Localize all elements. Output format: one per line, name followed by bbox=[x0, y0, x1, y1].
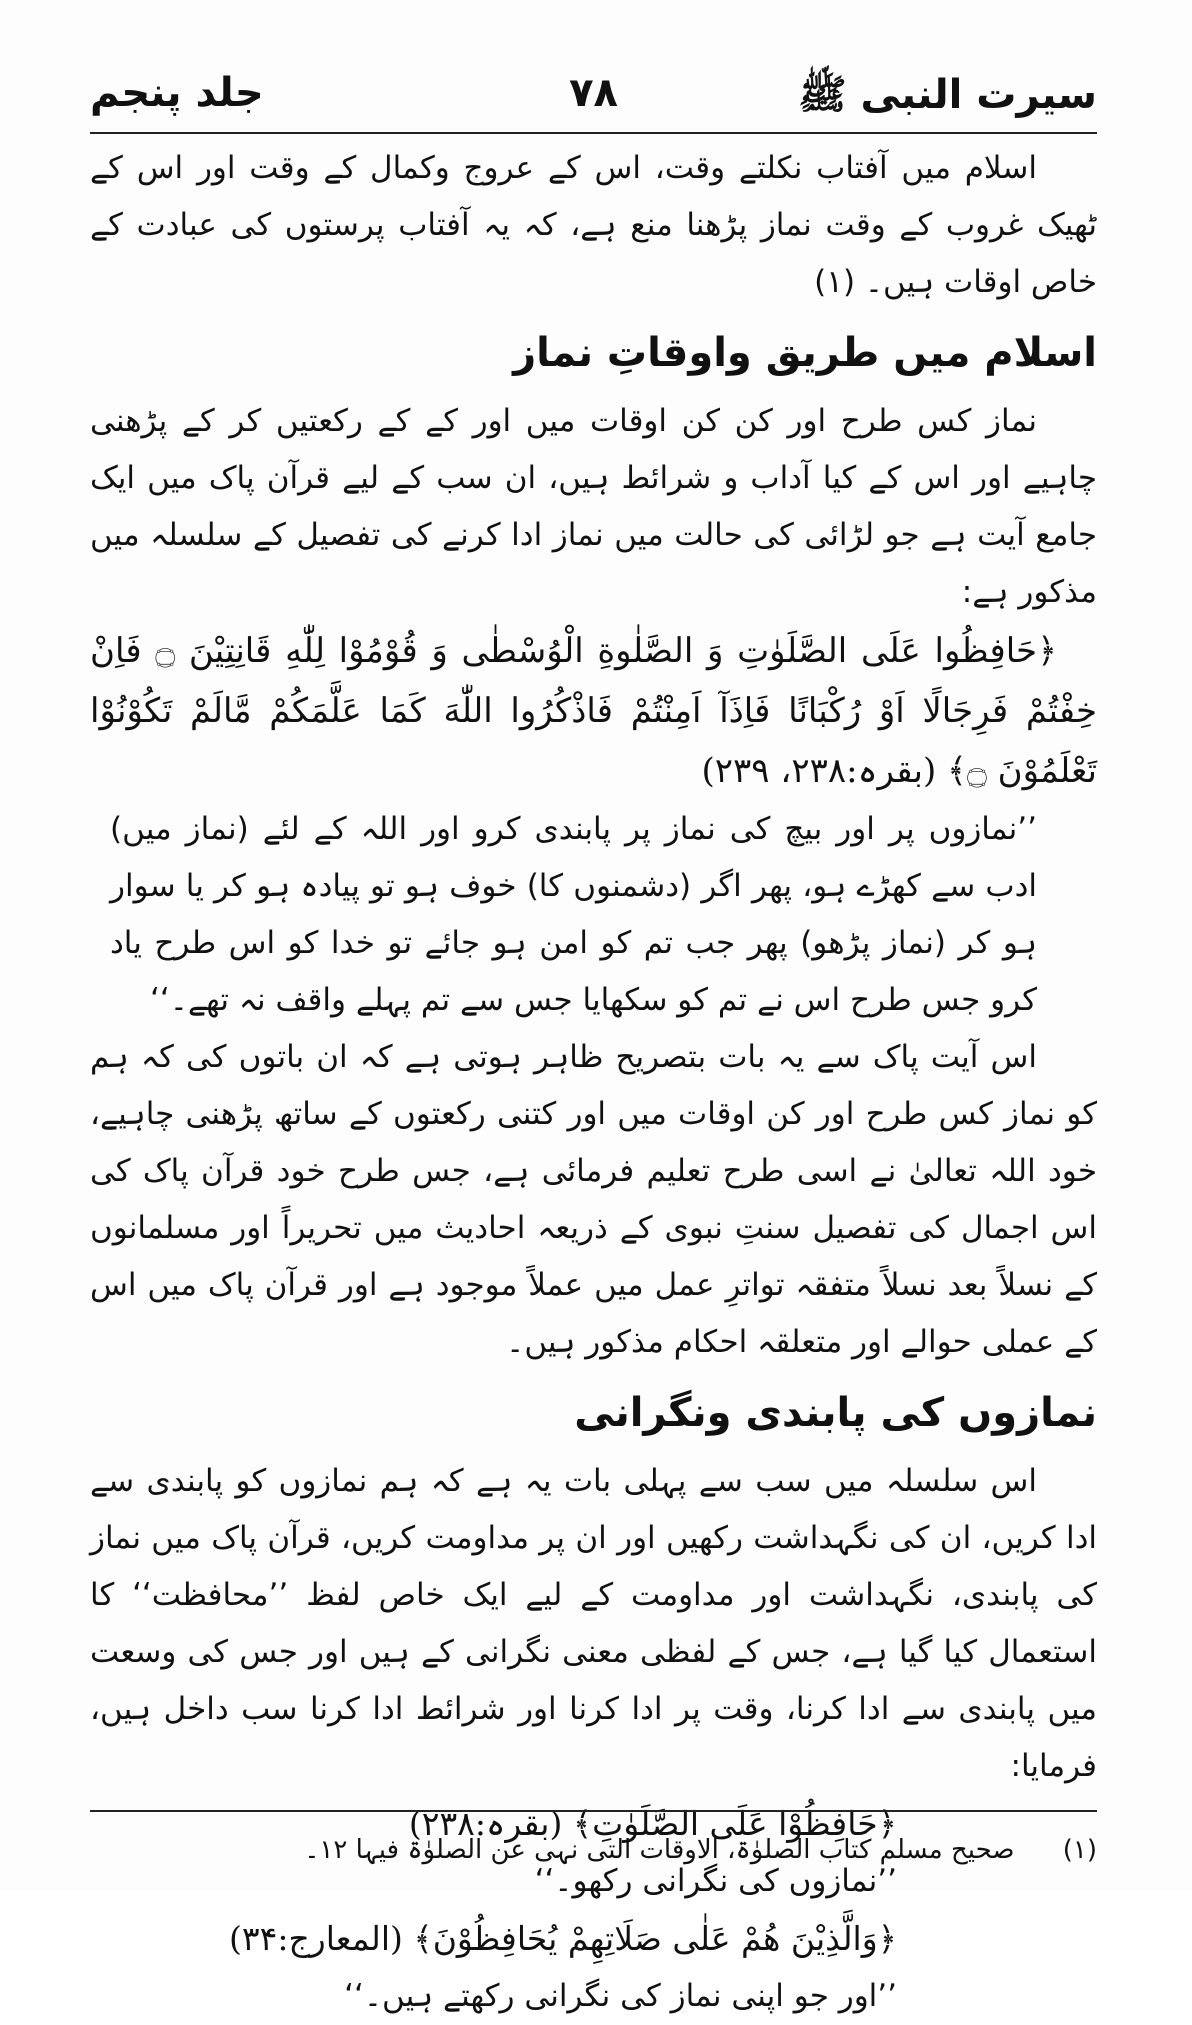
header-rule bbox=[90, 132, 1097, 134]
translation-3: ’’اور جو اپنی نماز کی نگرانی رکھتے ہیں۔‘‘ bbox=[344, 1978, 897, 2014]
book-title: سیرت النبی ﷺ bbox=[798, 72, 1097, 118]
page-header bbox=[90, 70, 1097, 130]
footnote-number: (۱) bbox=[1062, 1835, 1097, 1865]
heading-prayer-times: اسلام میں طریق واوقاتِ نماز bbox=[513, 330, 1097, 376]
quran-verse-1: ﴿حَافِظُوا عَلَى الصَّلَوٰتِ وَ الصَّلٰوةِ الْوُسْطٰى وَ قُوْمُوْا لِلّٰهِ قَانِتِيْنَ ۝ فَاِنْ خِفْتُمْ فَرِجَالًا اَوْ رُكْبَانًا فَاِذَآ اَمِنْتُمْ فَاذْكُرُوا اللّٰهَ كَمَا عَلَّمَكُمْ مَّالَمْ تَكُوْنُوْا تَعْلَمُوْنَ ۝﴾ (بقرہ:۲۳۸، ۲۳۹) bbox=[90, 631, 1097, 791]
quran-verse-3: ﴿وَالَّذِيْنَ هُمْ عَلٰى صَلَاتِهِمْ يُحَافِظُوْنَ﴾ (المعارج:۳۴) bbox=[229, 1919, 897, 1958]
footnote-text: صحیح مسلم کتاب الصلوٰۃ، الاوقات التی نہی عن الصلوٰۃ فیہا ۱۲۔ bbox=[304, 1835, 1015, 1865]
footnote bbox=[90, 1830, 1097, 1870]
quran-verse-2: ﴿حَافِظُوْا عَلَى الصَّلَوٰتِ﴾ (بقرہ:۲۳۸) bbox=[408, 1804, 897, 1843]
paragraph-3: اس آیت پاک سے یہ بات بتصریح ظاہر ہوتی ہے کہ ان باتوں کی کہ ہم کو نماز کس طرح اور کن اوقات میں اور کتنی رکعتوں کے ساتھ پڑھنی چاہیے، خود اللہ تعالیٰ نے اسی طرح تعلیم فرمائی ہے، جس طرح خود قرآن پاک کی اس اجمال کی تفصیل سنتِ نبوی کے ذریعہ احادیث میں تحریراً اور مسلمانوں کے نسلاً بعد نسلاً متفقہ تواترِ عمل میں عملاً موجود ہے اور قرآن پاک میں اس کے عملی حوالے اور متعلقہ احکام مذکور ہیں۔ bbox=[90, 1039, 1097, 1360]
volume-label: جلد پنجم bbox=[90, 70, 264, 116]
paragraph-4: اس سلسلہ میں سب سے پہلی بات یہ ہے کہ ہم نمازوں کو پابندی سے ادا کریں، ان کی نگہداشت رکھیں اور ان پر مداومت کریں، قرآن پاک میں نماز کی پابندی، نگہداشت اور مداومت کے لیے ایک خاص لفظ ’’محافظت‘‘ کا استعمال کیا گیا ہے، جس کے لفظی معنی نگرانی کے ہیں اور جس کی وسعت میں پابندی سے ادا کرنا، وقت پر ادا کرنا اور شرائط ادا کرنا سب داخل ہیں، فرمایا: bbox=[90, 1463, 1097, 1784]
paragraph-2: نماز کس طرح اور کن کن اوقات میں اور کے کے رکعتیں کر کے پڑھنی چاہیے اور اس کے کیا آداب و شرائط ہیں، ان سب کے لیے قرآن پاک میں ایک جامع آیت ہے جو لڑائی کی حالت میں نماز ادا کرنے کی تفصیل کے سلسلہ میں مذکور ہے: bbox=[90, 403, 1097, 610]
main-text bbox=[90, 140, 1097, 2025]
footnote-rule bbox=[90, 1810, 1097, 1812]
heading-prayer-observance: نمازوں کی پابندی ونگرانی bbox=[574, 1390, 1097, 1436]
paragraph-1: اسلام میں آفتاب نکلتے وقت، اس کے عروج وکمال کے وقت اور اس کے ٹھیک غروب کے وقت نماز پڑھنا منع ہے، کہ یہ آفتاب پرستوں کی عبادت کے خاص اوقات ہیں۔ (۱) bbox=[90, 150, 1097, 300]
page-number: ٧٨ bbox=[569, 70, 618, 116]
translation-1: ’’نمازوں پر اور بیچ کی نماز پر پابندی کرو اور اللہ کے لئے (نماز میں) ادب سے کھڑے ہو، پھر اگر (دشمنوں کا) خوف ہو تو پیادہ ہو کر یا سوار ہو کر (نماز پڑھو) پھر جب تم کو امن ہو جائے تو خدا کو اس طرح یاد کرو جس طرح اس نے تم کو سکھایا جس سے تم پہلے واقف نہ تھے۔‘‘ bbox=[110, 811, 1037, 1018]
translation-2: ’’نمازوں کی نگرانی رکھو۔‘‘ bbox=[534, 1863, 897, 1899]
